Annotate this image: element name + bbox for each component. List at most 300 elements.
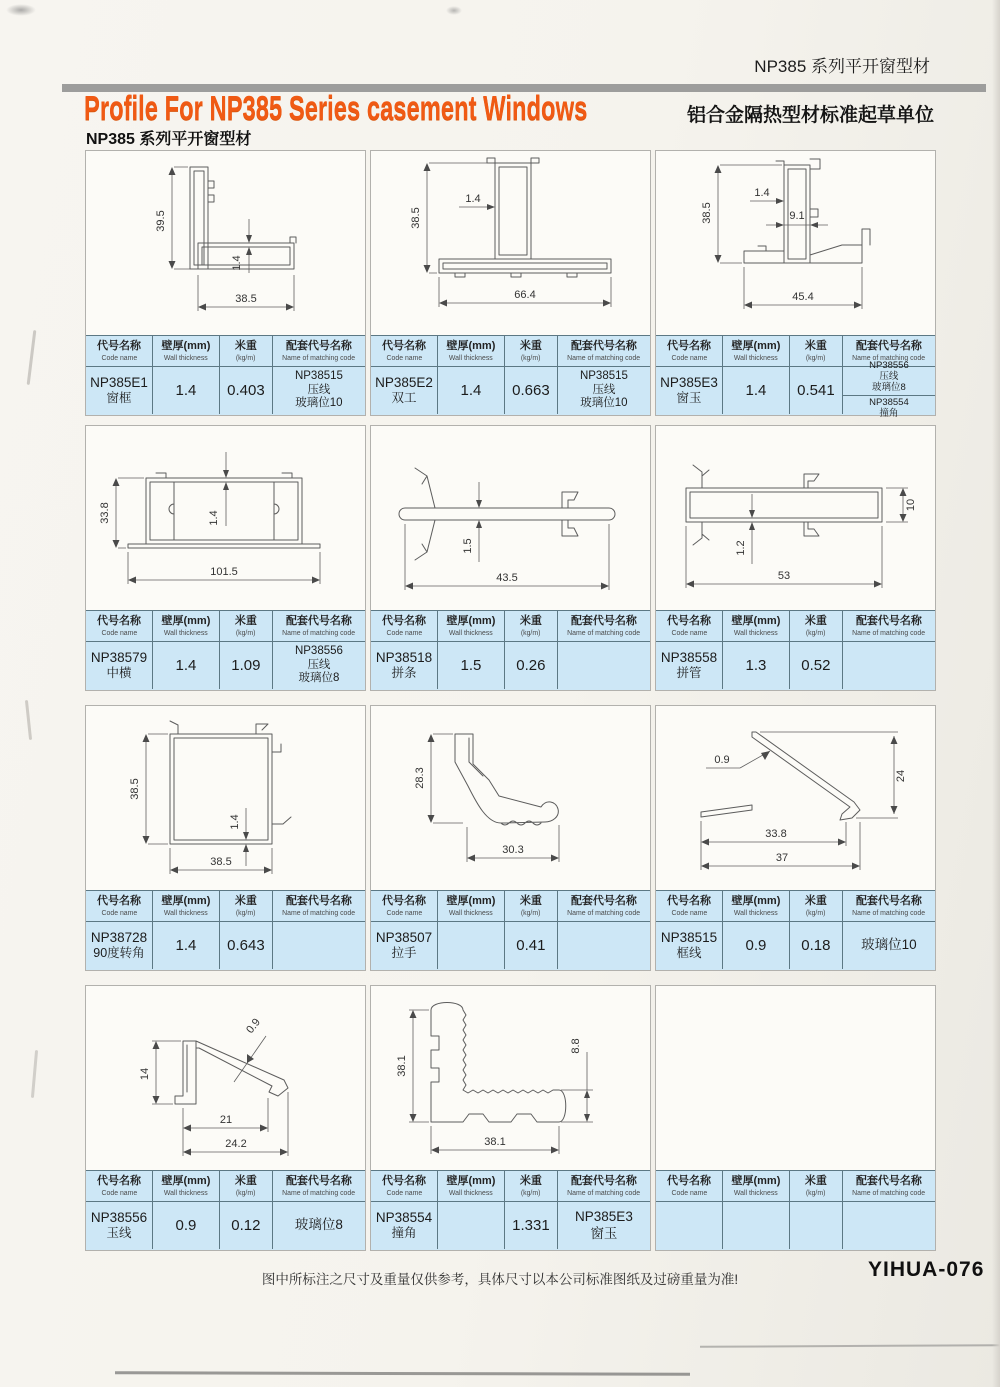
dim-label: 24 <box>895 769 907 783</box>
spec-table <box>371 335 650 415</box>
col-label-en: Wall thickness <box>164 1187 208 1197</box>
profile-drawing <box>86 986 365 1172</box>
col-label-cn: 代号名称 <box>381 340 426 353</box>
weight-cell: 0.663 <box>505 367 558 414</box>
spec-table <box>656 610 935 690</box>
scan-artifact <box>115 1371 690 1376</box>
dim-label: 21 <box>219 1114 233 1126</box>
col-label-en: (kg/m) <box>236 627 256 637</box>
wall-cell: 1.4 <box>153 642 220 689</box>
match-line: 玻璃位8 <box>294 1217 343 1233</box>
col-label-en: Wall thickness <box>449 1187 493 1197</box>
col-matching-code <box>558 611 650 642</box>
match-cell <box>558 642 650 689</box>
profile-cell-np385e1 <box>85 150 366 416</box>
code-cell <box>656 1202 723 1249</box>
profile-cell-np38579 <box>85 425 366 691</box>
spec-table <box>371 610 650 690</box>
dim-label: 38.5 <box>701 202 713 224</box>
match-line: NP385E3 <box>575 1208 633 1224</box>
profile-outline <box>431 1003 566 1123</box>
match-line: NP38554 <box>869 397 909 409</box>
dimension-lines <box>686 488 908 588</box>
col-weight <box>220 891 273 922</box>
match-cell <box>843 922 935 969</box>
dim-label: 10 <box>905 498 917 512</box>
col-label-cn: 壁厚(mm) <box>446 615 496 628</box>
spec-table-header <box>86 891 365 922</box>
profile-name: 拼条 <box>391 666 417 681</box>
match-group <box>843 361 935 393</box>
match-cell <box>273 642 365 689</box>
scan-artifact <box>700 1344 1000 1348</box>
profile-drawing <box>86 151 365 337</box>
footer-note: 图中所标注之尺寸及重量仅供参考，具体尺寸以本公司标准图纸及过磅重量为准! <box>261 1272 739 1287</box>
profile-diagram <box>86 151 365 337</box>
spec-table-row <box>86 1202 365 1249</box>
col-weight <box>505 1171 558 1202</box>
col-label-cn: 配套代号名称 <box>855 1175 922 1188</box>
col-label-cn: 米重 <box>804 1175 827 1188</box>
col-weight <box>505 891 558 922</box>
match-line: NP38515 <box>294 370 343 383</box>
spec-table-row <box>656 642 935 689</box>
col-label-en: Name of matching code <box>282 352 356 362</box>
col-weight <box>790 891 843 922</box>
col-wall-thickness <box>723 1171 790 1202</box>
col-label-cn: 米重 <box>804 340 827 353</box>
spec-table-header <box>656 891 935 922</box>
wall-cell: 1.3 <box>723 642 790 689</box>
code-cell <box>86 1202 153 1249</box>
match-line: 玻璃位8 <box>872 381 906 393</box>
profile-code: NP38556 <box>90 1209 148 1225</box>
profile-drawing <box>371 706 650 892</box>
col-label-cn: 代号名称 <box>96 895 141 908</box>
profile-drawing <box>656 426 935 612</box>
col-label-en: Code name <box>671 352 707 362</box>
col-label-cn: 代号名称 <box>666 340 711 353</box>
profile-cell-np38507 <box>370 705 651 971</box>
col-label-cn: 配套代号名称 <box>570 615 637 628</box>
dim-label: 38.1 <box>396 1055 408 1077</box>
col-label-cn: 配套代号名称 <box>285 340 352 353</box>
col-label-cn: 壁厚(mm) <box>446 1175 496 1188</box>
dim-label: 1.4 <box>754 187 770 199</box>
col-label-en: Name of matching code <box>852 627 926 637</box>
col-label-en: Name of matching code <box>567 907 641 917</box>
dim-label: 38.5 <box>210 856 232 868</box>
dimension-lines <box>718 165 862 309</box>
profile-code: NP385E2 <box>375 374 433 390</box>
spec-table-row <box>86 922 365 969</box>
profile-diagram <box>656 151 935 337</box>
scan-artifact <box>992 0 1000 1387</box>
col-label-en: Wall thickness <box>164 627 208 637</box>
profile-name: 窗框 <box>106 391 132 406</box>
profile-name: 拉手 <box>391 946 417 961</box>
col-wall-thickness <box>153 336 220 367</box>
col-label-en: Wall thickness <box>449 627 493 637</box>
col-matching-code <box>843 611 935 642</box>
scan-artifact <box>31 1050 38 1098</box>
match-line: 玻璃位10 <box>861 937 917 953</box>
col-label-en: Code name <box>386 352 422 362</box>
dim-label: 28.3 <box>414 767 426 789</box>
wall-cell: 1.4 <box>438 367 505 414</box>
match-line: 撞角 <box>879 407 899 419</box>
weight-cell: 1.09 <box>220 642 273 689</box>
dim-label: 43.5 <box>496 572 518 584</box>
col-code-name <box>86 611 153 642</box>
col-label-en: Code name <box>101 627 137 637</box>
scan-artifact <box>446 6 462 15</box>
wall-cell <box>438 922 505 969</box>
col-label-cn: 配套代号名称 <box>285 1175 352 1188</box>
col-label-en: Name of matching code <box>567 1187 641 1197</box>
col-label-cn: 配套代号名称 <box>855 895 922 908</box>
dim-label: 33.8 <box>765 828 787 840</box>
code-cell <box>656 642 723 689</box>
col-code-name <box>86 336 153 367</box>
weight-cell: 0.18 <box>790 922 843 969</box>
match-line: NP38556 <box>869 360 909 372</box>
col-label-en: (kg/m) <box>236 1187 256 1197</box>
col-label-en: (kg/m) <box>521 907 541 917</box>
dim-label: 8.8 <box>570 1038 582 1054</box>
profile-diagram <box>371 706 650 892</box>
profile-drawing <box>371 426 650 612</box>
scan-artifact <box>25 700 32 740</box>
profile-diagram <box>371 151 650 337</box>
col-label-cn: 米重 <box>234 1175 257 1188</box>
profile-diagram <box>86 706 365 892</box>
dim-label: 66.4 <box>514 289 536 301</box>
spec-table-row <box>656 360 935 419</box>
col-wall-thickness <box>723 891 790 922</box>
col-label-cn: 米重 <box>519 1175 542 1188</box>
spec-table <box>656 335 935 419</box>
col-matching-code <box>558 1171 650 1202</box>
col-code-name <box>86 891 153 922</box>
wall-cell: 0.9 <box>723 922 790 969</box>
dimension-lines <box>431 734 559 862</box>
dim-label: 0.9 <box>244 1016 264 1036</box>
profile-code: NP38554 <box>375 1209 433 1225</box>
profile-outline <box>128 473 320 548</box>
profile-outline <box>190 167 296 269</box>
dim-label: 33.8 <box>99 502 111 524</box>
col-label-cn: 壁厚(mm) <box>161 895 211 908</box>
col-label-en: (kg/m) <box>806 627 826 637</box>
profile-cell-np38556 <box>85 985 366 1251</box>
profile-code: NP38507 <box>375 929 433 945</box>
col-label-cn: 配套代号名称 <box>855 340 922 353</box>
profile-diagram <box>86 426 365 612</box>
profile-diagram <box>371 426 650 612</box>
profile-drawing <box>656 706 935 892</box>
match-line: 玻璃位10 <box>580 397 628 410</box>
wall-cell <box>723 1202 790 1249</box>
col-label-cn: 配套代号名称 <box>285 615 352 628</box>
col-label-en: (kg/m) <box>521 627 541 637</box>
dim-label: 45.4 <box>792 291 814 303</box>
col-label-cn: 代号名称 <box>666 615 711 628</box>
col-code-name <box>86 1171 153 1202</box>
col-label-cn: 壁厚(mm) <box>446 340 496 353</box>
col-weight <box>220 611 273 642</box>
dim-label: 1.5 <box>462 538 474 554</box>
weight-cell: 0.52 <box>790 642 843 689</box>
col-label-cn: 壁厚(mm) <box>446 895 496 908</box>
col-code-name <box>371 1171 438 1202</box>
col-label-cn: 壁厚(mm) <box>161 615 211 628</box>
dimension-lines <box>146 734 272 874</box>
spec-table-row <box>371 642 650 689</box>
profile-name: 双工 <box>391 391 417 406</box>
dim-label: 1.4 <box>465 193 481 205</box>
dim-label: 1.4 <box>231 255 243 271</box>
spec-table-row <box>371 922 650 969</box>
col-wall-thickness <box>438 611 505 642</box>
dimension-arrows <box>701 736 898 870</box>
col-label-cn: 代号名称 <box>96 1175 141 1188</box>
spec-table <box>86 1170 365 1250</box>
col-matching-code <box>558 891 650 922</box>
wall-cell: 1.4 <box>153 922 220 969</box>
weight-cell: 0.12 <box>220 1202 273 1249</box>
col-code-name <box>371 891 438 922</box>
col-code-name <box>656 1171 723 1202</box>
match-cell <box>273 922 365 969</box>
profile-outline <box>455 734 558 825</box>
col-label-en: Wall thickness <box>164 352 208 362</box>
col-label-en: Wall thickness <box>449 352 493 362</box>
spec-table-row <box>86 642 365 689</box>
col-label-en: Name of matching code <box>282 907 356 917</box>
code-cell <box>371 922 438 969</box>
col-wall-thickness <box>438 336 505 367</box>
weight-cell: 0.643 <box>220 922 273 969</box>
spec-table-row <box>656 922 935 969</box>
weight-cell: 1.331 <box>505 1202 558 1249</box>
dim-label: 38.5 <box>410 207 422 229</box>
dim-label: 0.9 <box>714 754 730 766</box>
match-line: NP38515 <box>579 370 628 383</box>
col-label-en: Name of matching code <box>852 907 926 917</box>
code-cell <box>86 922 153 969</box>
wall-cell <box>438 1202 505 1249</box>
col-label-en: (kg/m) <box>521 352 541 362</box>
match-cell <box>558 922 650 969</box>
col-label-cn: 壁厚(mm) <box>731 340 781 353</box>
profile-cell-np38515 <box>655 705 936 971</box>
col-label-cn: 米重 <box>804 615 827 628</box>
wall-cell: 1.4 <box>723 367 790 414</box>
dim-label: 38.5 <box>129 778 141 800</box>
dim-label: 38.1 <box>484 1136 506 1148</box>
page-code: YIHUA-076 <box>868 1258 985 1281</box>
col-label-cn: 配套代号名称 <box>570 895 637 908</box>
col-label-en: Name of matching code <box>852 352 926 362</box>
dim-label: 37 <box>775 852 789 864</box>
spec-table <box>86 335 365 415</box>
code-cell <box>371 1202 438 1249</box>
col-label-en: Code name <box>671 907 707 917</box>
profile-drawing <box>86 706 365 892</box>
profile-code: NP38579 <box>90 649 148 665</box>
col-label-cn: 配套代号名称 <box>570 340 637 353</box>
dim-label: 1.2 <box>735 540 747 556</box>
col-wall-thickness <box>153 1171 220 1202</box>
match-line: 压线 <box>879 371 899 383</box>
code-cell <box>86 367 153 414</box>
match-line: 压线 <box>307 383 331 396</box>
col-label-cn: 代号名称 <box>666 895 711 908</box>
col-label-cn: 壁厚(mm) <box>731 1175 781 1188</box>
col-label-en: Code name <box>101 1187 137 1197</box>
profile-cell-np385e2 <box>370 150 651 416</box>
profile-outline <box>744 159 870 263</box>
spec-table-header <box>371 611 650 642</box>
col-label-en: Name of matching code <box>852 1187 926 1197</box>
dim-label: 9.1 <box>789 210 805 222</box>
spec-table <box>86 890 365 970</box>
dim-label: 1.4 <box>229 814 241 830</box>
dimension-lines <box>427 163 611 307</box>
profile-drawing <box>86 426 365 612</box>
col-label-cn: 米重 <box>519 615 542 628</box>
profile-cell-np38558 <box>655 425 936 691</box>
col-label-en: Wall thickness <box>449 907 493 917</box>
profile-code: NP38728 <box>90 929 148 945</box>
col-weight <box>790 336 843 367</box>
col-label-cn: 米重 <box>234 895 257 908</box>
profile-name: 框线 <box>676 946 702 961</box>
col-label-en: Wall thickness <box>734 907 778 917</box>
code-cell <box>371 642 438 689</box>
dimension-arrows <box>169 167 295 311</box>
col-label-en: (kg/m) <box>236 907 256 917</box>
col-label-en: (kg/m) <box>236 352 256 362</box>
match-cell <box>843 360 935 419</box>
profile-outline <box>439 158 611 277</box>
profile-outline <box>701 732 860 820</box>
col-label-cn: 代号名称 <box>96 615 141 628</box>
match-cell <box>273 1202 365 1249</box>
col-label-cn: 代号名称 <box>96 340 141 353</box>
col-label-en: Wall thickness <box>734 1187 778 1197</box>
profile-name: 90度转角 <box>93 946 145 961</box>
spec-table <box>86 610 365 690</box>
col-label-cn: 米重 <box>234 340 257 353</box>
spec-table <box>656 1170 935 1250</box>
profile-code: NP385E3 <box>660 374 718 390</box>
spec-table-header <box>656 611 935 642</box>
dimension-arrows <box>143 734 273 874</box>
col-code-name <box>371 611 438 642</box>
col-wall-thickness <box>153 891 220 922</box>
profile-name: 窗玉 <box>676 391 702 406</box>
col-label-en: Code name <box>101 352 137 362</box>
col-label-en: (kg/m) <box>806 907 826 917</box>
col-wall-thickness <box>723 336 790 367</box>
dim-label: 30.3 <box>502 844 524 856</box>
profile-name: 拼管 <box>676 666 702 681</box>
col-label-cn: 米重 <box>234 615 257 628</box>
col-weight <box>505 611 558 642</box>
match-line: 压线 <box>307 658 331 671</box>
col-code-name <box>656 891 723 922</box>
weight-cell: 0.403 <box>220 367 273 414</box>
col-label-en: (kg/m) <box>806 352 826 362</box>
dim-label: 24.2 <box>225 1138 247 1150</box>
dimension-arrows <box>424 163 612 307</box>
col-weight <box>220 1171 273 1202</box>
spec-table-header <box>371 1171 650 1202</box>
spec-table-header <box>86 336 365 367</box>
col-label-en: Name of matching code <box>567 627 641 637</box>
spec-table-header <box>86 1171 365 1202</box>
col-label-en: Wall thickness <box>164 907 208 917</box>
col-label-en: Name of matching code <box>282 1187 356 1197</box>
code-cell <box>656 367 723 414</box>
col-label-en: Code name <box>671 1187 707 1197</box>
col-label-en: Wall thickness <box>734 627 778 637</box>
match-cell <box>558 367 650 414</box>
col-label-cn: 代号名称 <box>381 1175 426 1188</box>
spec-table-header <box>656 1171 935 1202</box>
profile-cell-np38554 <box>370 985 651 1251</box>
code-cell <box>371 367 438 414</box>
profile-cell-empty <box>655 985 936 1251</box>
profile-diagram <box>656 706 935 892</box>
profile-cell-np38728 <box>85 705 366 971</box>
profile-drawing <box>656 151 935 337</box>
match-cell <box>273 367 365 414</box>
col-matching-code <box>273 611 365 642</box>
col-label-cn: 壁厚(mm) <box>161 340 211 353</box>
col-label-en: Code name <box>386 1187 422 1197</box>
profile-cell-np38518 <box>370 425 651 691</box>
wall-cell: 1.4 <box>153 367 220 414</box>
profile-name: 中横 <box>106 666 132 681</box>
match-cell <box>558 1202 650 1249</box>
col-label-cn: 配套代号名称 <box>855 615 922 628</box>
dimension-lines <box>152 1036 288 1156</box>
code-cell <box>656 922 723 969</box>
match-line: 玻璃位10 <box>295 397 343 410</box>
col-wall-thickness <box>153 611 220 642</box>
match-group <box>843 395 935 419</box>
profile-outline <box>399 468 615 560</box>
col-weight <box>790 611 843 642</box>
page-title-en: Profile For NP385 Series casement Windows <box>84 90 588 128</box>
col-label-cn: 配套代号名称 <box>285 895 352 908</box>
dim-label: 38.5 <box>235 293 257 305</box>
col-wall-thickness <box>438 1171 505 1202</box>
profile-diagram <box>86 986 365 1172</box>
col-label-en: Name of matching code <box>567 352 641 362</box>
dim-label: 101.5 <box>210 566 238 578</box>
col-label-en: (kg/m) <box>521 1187 541 1197</box>
col-label-en: Code name <box>386 627 422 637</box>
col-label-cn: 米重 <box>519 340 542 353</box>
profile-outline <box>686 465 882 545</box>
col-label-cn: 壁厚(mm) <box>161 1175 211 1188</box>
dim-label: 1.4 <box>208 510 220 526</box>
dimension-arrows <box>686 488 907 588</box>
